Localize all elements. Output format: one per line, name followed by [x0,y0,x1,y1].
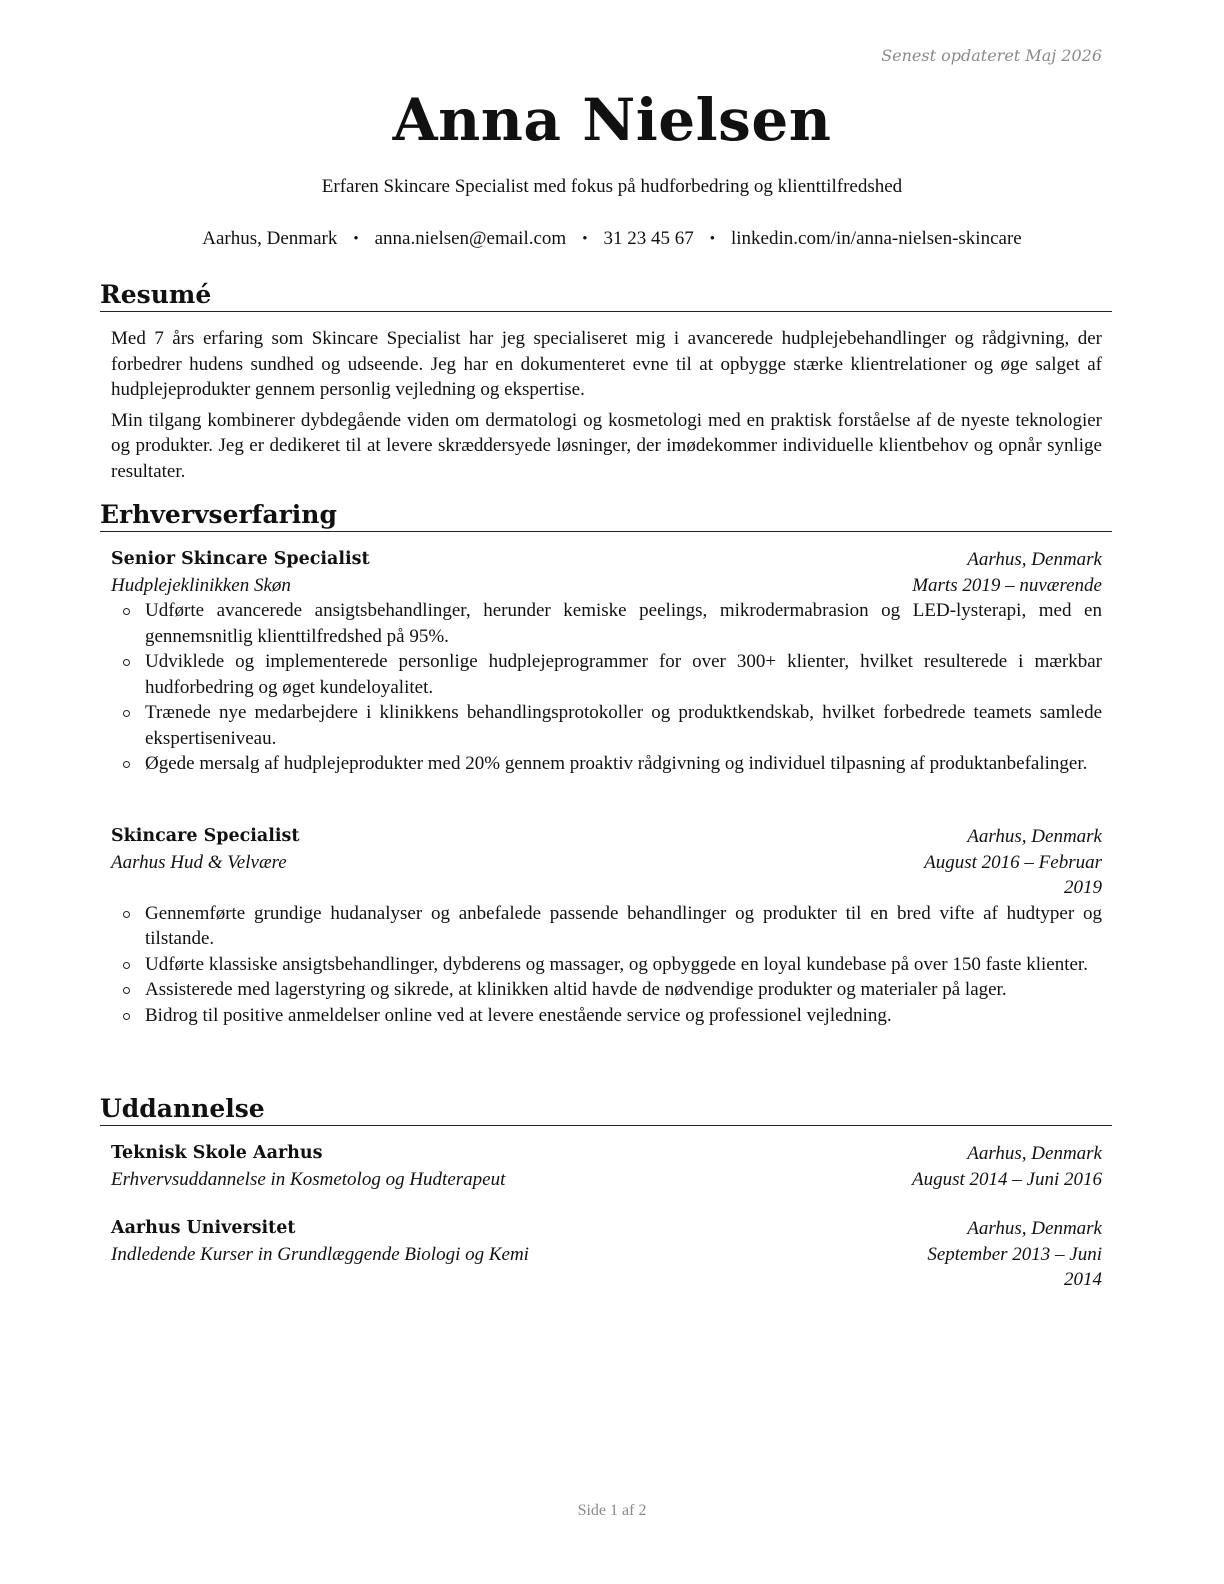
section-title-education: Uddannelse [100,1094,1112,1126]
education-school: Teknisk Skole Aarhus [111,1143,323,1163]
section-title-experience: Erhvervserfaring [100,500,1112,532]
education-school: Aarhus Universitet [111,1218,296,1238]
bullet-separator-icon: • [582,231,588,247]
bullet-text: Trænede nye medarbejdere i klinikkens behandlingsprotokoller og produktkendskab, hvilket forbedrede teamets samlede ekspertiseniveau. [145,702,1102,749]
circle-bullet-icon [123,710,130,717]
education-degree: Erhvervsuddannelse in Kosmetolog og Hudterapeut [111,1168,506,1190]
job-bullet-list [111,598,1102,777]
contact-linkedin-link[interactable]: linkedin.com/in/anna-nielsen-skincare [731,228,1022,249]
circle-bullet-icon [123,761,130,768]
list-item [111,952,1102,978]
candidate-name: Anna Nielsen [392,86,832,154]
bullet-text: Bidrog til positive anmeldelser online ved at levere enestående service og professionel vejledning. [145,1004,892,1026]
circle-bullet-icon [123,608,130,615]
job-company: Hudplejeklinikken Skøn [111,574,291,596]
bullet-text: Udviklede og implementerede personlige hudplejeprogrammer for over 300+ klienter, hvilket resulterede i mærkbar hudforbedring og øget kundeloyalitet. [145,651,1102,698]
bullet-text: Gennemførte grundige hudanalyser og anbefalede passende behandlinger og produkter til en bred vifte af hudtyper og tilstande. [145,902,1102,949]
contact-location: Aarhus, Denmark [202,228,338,249]
job-dates-line: August 2016 – Februar [924,851,1102,873]
summary-paragraph: Min tilgang kombinerer dybdegående viden om dermatologi og kosmetologi med en praktisk forståelse af de nyeste teknologier og produkter. Jeg er dedikeret til at levere skræddersyede løsninger, der imødekommer individuelle klientbehov og opnår synlige resultater. [111,409,1102,482]
bullet-text: Øgede mersalg af hudplejeprodukter med 20% gennem proaktiv rådgivning og individuel tilpasning af produktanbefalinger. [145,753,1088,774]
education-dates-line: 2014 [1064,1269,1102,1290]
job-entry [111,547,1102,777]
tagline: Erfaren Skincare Specialist med fokus på hudforbedring og klienttilfredshed [321,176,903,197]
page-number: Side 1 af 2 [577,1502,647,1519]
list-item [111,1003,1102,1029]
contact-email-link[interactable]: anna.nielsen@email.com [374,228,567,249]
list-item [111,598,1102,649]
education-degree: Indledende Kurser in Grundlæggende Biologi og Kemi [111,1243,529,1265]
section-title-summary: Resumé [100,280,1112,312]
bullet-text: Assisterede med lagerstyring og sikrede, at klinikken altid havde de nødvendige produkter og materialer på lager. [145,979,1007,1000]
list-item [111,700,1102,751]
education-entry [111,1216,1102,1293]
circle-bullet-icon [123,987,130,994]
job-bullet-list [111,901,1102,1029]
job-role: Senior Skincare Specialist [111,549,370,569]
job-location: Aarhus, Denmark [967,549,1102,570]
job-company: Aarhus Hud & Velvære [111,851,287,873]
circle-bullet-icon [123,962,130,969]
circle-bullet-icon [123,1013,130,1020]
contact-line [0,228,1224,250]
job-dates: Marts 2019 – nuværende [912,574,1102,596]
circle-bullet-icon [123,659,130,666]
list-item [111,901,1102,952]
job-role: Skincare Specialist [111,826,300,846]
summary-section [111,326,1102,489]
bullet-separator-icon: • [353,231,359,247]
education-location: Aarhus, Denmark [967,1218,1102,1239]
education-location: Aarhus, Denmark [967,1143,1102,1164]
last-updated-note: Senest opdateret Maj 2026 [881,46,1102,65]
education-dates [927,1242,1102,1293]
list-item [111,649,1102,700]
bullet-separator-icon: • [709,231,715,247]
bullet-text: Udførte avancerede ansigtsbehandlinger, herunder kemiske peelings, mikrodermabrasion og LED-lysterapi, med en gennemsnitlig klienttilfredshed på 95%. [145,600,1102,647]
job-dates [924,850,1102,901]
list-item [111,977,1102,1003]
education-entry [111,1141,1102,1192]
job-dates-line: 2019 [1064,877,1102,898]
education-dates: August 2014 – Juni 2016 [912,1168,1102,1190]
list-item [111,751,1102,777]
bullet-text: Udførte klassiske ansigtsbehandlinger, dybderens og massager, og opbyggede en loyal kundebase på over 150 faste klienter. [145,953,1088,975]
summary-paragraph: Med 7 års erfaring som Skincare Specialist har jeg specialiseret mig i avancerede hudplejebehandlinger og rådgivning, der forbedrer hudens sundhed og udseende. Jeg har en dokumenteret evne til at opbygge stærke klientrelationer og øge salget af hudplejeprodukter gennem personlig vejledning og ekspertise. [111,328,1102,400]
circle-bullet-icon [123,911,130,918]
job-location: Aarhus, Denmark [967,826,1102,847]
job-entry [111,824,1102,1028]
education-dates-line: September 2013 – Juni [927,1243,1102,1265]
contact-phone: 31 23 45 67 [603,228,694,249]
